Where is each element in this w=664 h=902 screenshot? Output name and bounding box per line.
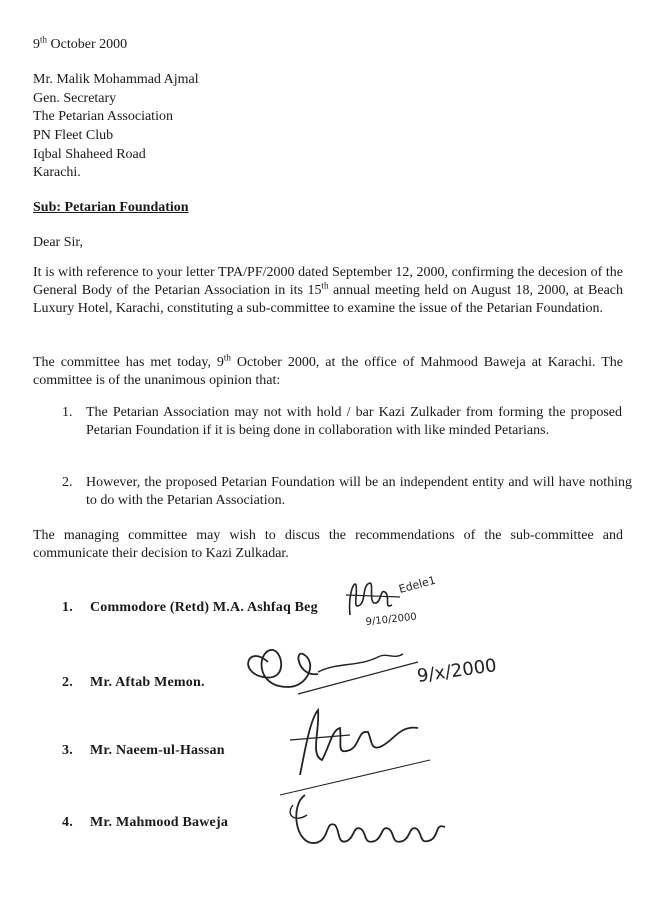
subject-line: Sub: Petarian Foundation — [33, 200, 189, 215]
signatory-name-memon: Mr. Aftab Memon. — [90, 675, 205, 690]
closing-paragraph: The managing committee may wish to discus the recommendations of the sub-committee and communicate their decision to Kazi Zulkadar. — [33, 528, 623, 561]
body-paragraph-1: It is with reference to your letter TPA/PF/2000 dated September 12, 2000, confirming the decesion of the General Body of the Petarian Association in its 15th annual meeting held on August 18, 2000, at Beach Luxury Hotel, Karachi, constituting a sub-committee to examine the issue of the Petarian Foundation. — [33, 265, 623, 316]
signatory-name-baweja: Mr. Mahmood Baweja — [90, 815, 229, 830]
salutation: Dear Sir, — [33, 235, 83, 250]
signature-baweja — [285, 785, 465, 855]
body-paragraph-2: The committee has met today, 9th October 2000, at the office of Mahmood Baweja at Karachi. The committee is of the unanimous opinion that: — [33, 352, 623, 388]
list-item: However, the proposed Petarian Foundation will be an independent entity and will have nothing to do with the Petarian Association. — [86, 475, 632, 508]
list-item-number: 1. — [62, 405, 73, 420]
signatory-number: 4. — [62, 815, 73, 830]
list-item-number: 2. — [62, 475, 73, 490]
recipient-address-line-2: Iqbal Shaheed Road — [33, 147, 146, 162]
recipient-organization: The Petarian Association — [33, 109, 173, 124]
recipient-title: Gen. Secretary — [33, 91, 117, 106]
beg-handwritten-note: Edele1 — [397, 573, 438, 596]
signatory-name-hassan: Mr. Naeem-ul-Hassan — [90, 743, 225, 758]
recipient-name: Mr. Malik Mohammad Ajmal — [33, 72, 199, 87]
recipient-city: Karachi. — [33, 165, 81, 180]
signatory-number: 3. — [62, 743, 73, 758]
signatory-number: 2. — [62, 675, 73, 690]
list-item: The Petarian Association may not with hold / bar Kazi Zulkader from forming the proposed Petarian Foundation if it is being done in collaboration with like minded Petarians. — [86, 405, 622, 438]
signature-beg — [340, 573, 460, 628]
memon-handwritten-date: 9/x/2000 — [415, 655, 498, 687]
signatory-name-beg: Commodore (Retd) M.A. Ashfaq Beg — [90, 600, 318, 615]
letter-date: 9th October 2000 — [33, 34, 128, 52]
signature-memon — [228, 632, 518, 702]
recipient-address-line-1: PN Fleet Club — [33, 128, 114, 143]
signature-hassan — [270, 700, 440, 780]
signatory-number: 1. — [62, 600, 73, 615]
beg-handwritten-date: 9/10/2000 — [365, 611, 418, 628]
